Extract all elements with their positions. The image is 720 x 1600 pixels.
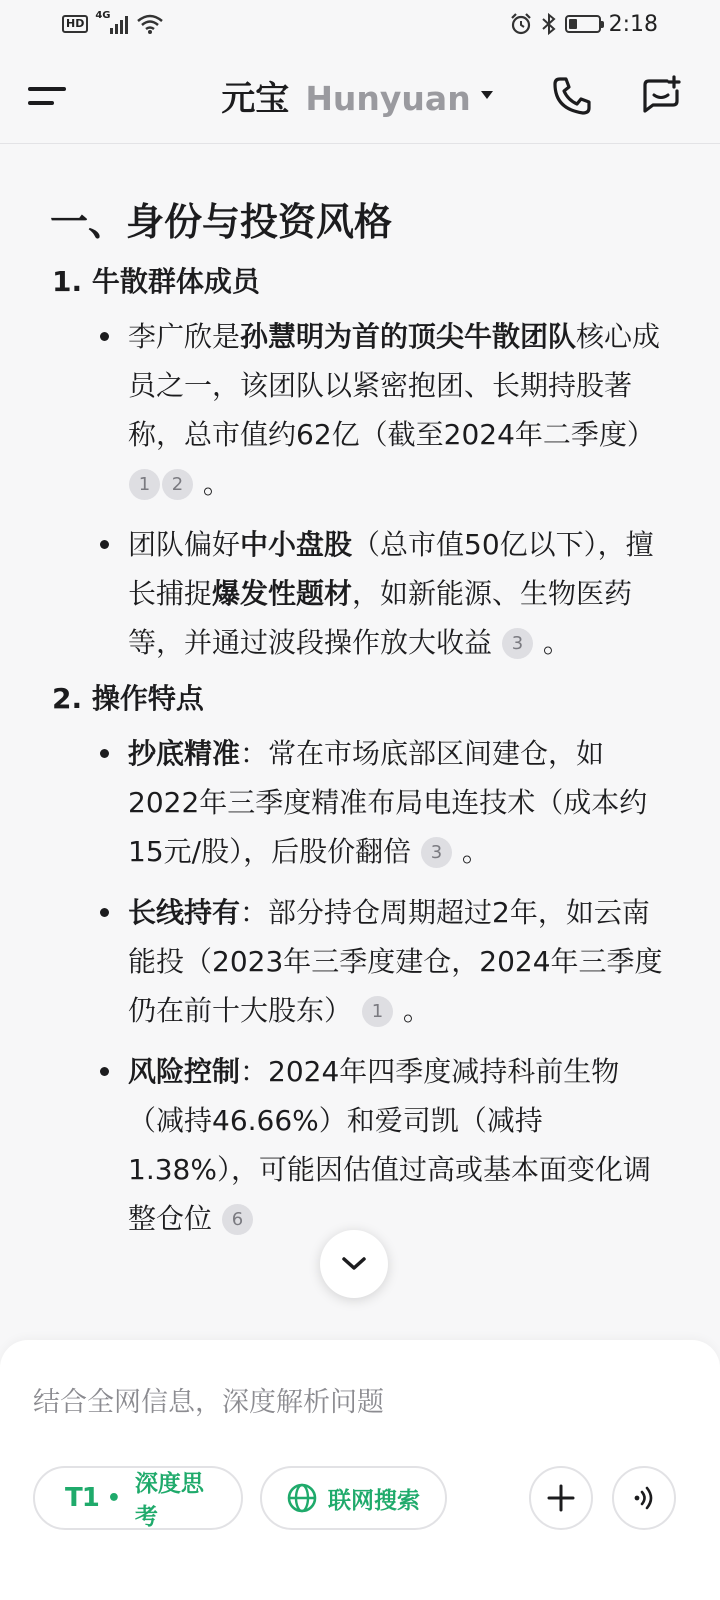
web-search-label: 联网搜索	[328, 1487, 420, 1514]
section-title: 一、身份与投资风格	[50, 200, 393, 244]
caret-down-icon	[481, 91, 493, 99]
battery-icon	[565, 15, 601, 33]
composer-panel	[0, 1340, 720, 1600]
header-actions	[550, 74, 684, 118]
model-name	[305, 79, 492, 118]
citation-badge[interactable]: 3	[421, 837, 452, 868]
citation-badge[interactable]: 1	[129, 469, 160, 500]
phone-icon	[551, 75, 593, 117]
cellular-signal-icon	[95, 10, 128, 34]
phone-call-button[interactable]	[550, 74, 594, 118]
app-title: 元宝	[221, 79, 290, 119]
citation-badge[interactable]: 2	[162, 469, 193, 500]
new-chat-icon	[641, 75, 683, 117]
chevron-down-icon	[340, 1255, 368, 1273]
menu-icon[interactable]	[28, 74, 72, 118]
citation-badge[interactable]: 1	[362, 996, 393, 1027]
app-header	[0, 48, 720, 144]
voice-input-button[interactable]	[612, 1466, 676, 1530]
add-attachment-button[interactable]	[529, 1466, 593, 1530]
hd-badge: HD	[62, 15, 88, 33]
citation-badge[interactable]: 3	[502, 628, 533, 659]
bullet-list	[50, 312, 670, 667]
separator-dot: •	[106, 1485, 121, 1511]
plus-icon	[546, 1483, 576, 1513]
bullet-list	[50, 729, 670, 1243]
web-search-toggle[interactable]	[260, 1466, 447, 1530]
answer-content	[0, 146, 720, 1346]
network-type-label: 4G	[95, 10, 111, 21]
message-input[interactable]: 结合全网信息，深度解析问题	[33, 1387, 384, 1418]
new-chat-button[interactable]	[640, 74, 684, 118]
list-item: 团队偏好中小盘股（总市值50亿以下），擅长捕捉爆发性题材，如新能源、生物医药等，并通过波段操作放大收益 3 。	[50, 520, 670, 667]
wifi-icon	[136, 13, 164, 35]
globe-icon	[286, 1482, 318, 1514]
t1-model-badge: T1	[65, 1483, 99, 1513]
sub-heading: 2. 操作特点	[52, 682, 204, 715]
deep-think-toggle[interactable]	[33, 1466, 243, 1530]
voice-icon	[629, 1483, 659, 1513]
model-selector[interactable]	[221, 71, 492, 120]
status-time: 2:18	[608, 11, 658, 37]
list-item: 抄底精准：常在市场底部区间建仓，如2022年三季度精准布局电连技术（成本约15元/股），后股价翻倍 3 。	[50, 729, 670, 876]
list-item: 长线持有：部分持仓周期超过2年，如云南能投（2023年三季度建仓，2024年三季度仍在前十大股东） 1 。	[50, 888, 670, 1035]
list-item: 李广欣是孙慧明为首的顶尖牛散团队核心成员之一，该团队以紧密抱团、长期持股著称，总市值约62亿（截至2024年二季度） 1 2 。	[50, 312, 670, 508]
model-label: Hunyuan	[305, 79, 471, 118]
status-bar	[0, 0, 720, 48]
scroll-to-bottom-button[interactable]	[320, 1230, 388, 1298]
deep-think-label: 深度思考	[134, 1471, 204, 1530]
status-right	[509, 12, 658, 37]
citation-badge[interactable]: 6	[222, 1204, 253, 1235]
alarm-icon	[509, 12, 533, 36]
list-item: 风险控制：2024年四季度减持科前生物（减持46.66%）和爱司凯（减持1.38%），可能因估值过高或基本面变化调整仓位 6	[50, 1047, 670, 1243]
sub-heading: 1. 牛散群体成员	[52, 265, 260, 298]
status-left	[62, 10, 164, 35]
bluetooth-icon	[541, 12, 557, 36]
